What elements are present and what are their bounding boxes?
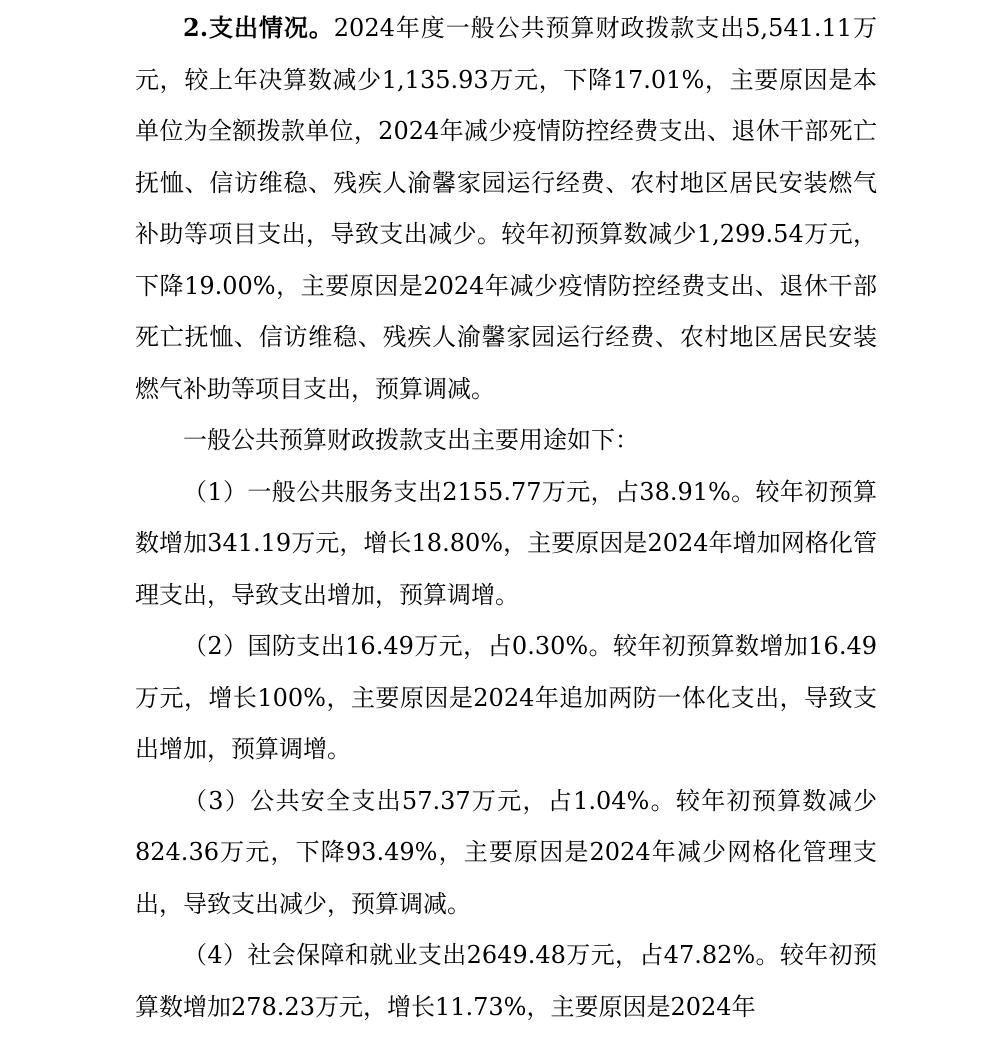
item-social-security-employment: （4）社会保障和就业支出2649.48万元，占47.82%。较年初预算数增加278.23万元，增长11.73%，主要原因是2024年 <box>135 941 877 1021</box>
section-heading: 2.支出情况。 <box>183 13 334 42</box>
expenditure-summary-paragraph <box>135 0 877 415</box>
item-public-security: （3）公共安全支出57.37万元，占1.04%。较年初预算数减少824.36万元，下降93.49%，主要原因是2024年减少网格化管理支出，导致支出减少，预算调减。 <box>135 786 877 918</box>
uses-intro-paragraph: 一般公共预算财政拨款支出主要用途如下： <box>183 426 639 454</box>
section-intro-text: 2024年度一般公共预算财政拨款支出5,541.11万元，较上年决算数减少1,135.93万元，下降17.01%，主要原因是本单位为全额拨款单位，2024年减少疫情防控经费支出、退休干部死亡抚恤、信访维稳、残疾人渝馨家园运行经费、农村地区居民安装燃气补助等项目支出，导致支出减少。较年初预算数减少1,299.54万元，下降19.00%，主要原因是2024年减少疫情防控经费支出、退休干部死亡抚恤、信访维稳、残疾人渝馨家园运行经费、农村地区居民安装燃气补助等项目支出，预算调减。 <box>135 14 877 403</box>
item-general-public-services: （1）一般公共服务支出2155.77万元，占38.91%。较年初预算数增加341.19万元，增长18.80%，主要原因是2024年增加网格化管理支出，导致支出增加，预算调增。 <box>135 477 877 609</box>
item-national-defense: （2）国防支出16.49万元，占0.30%。较年初预算数增加16.49万元，增长100%，主要原因是2024年追加两防一体化支出，导致支出增加，预算调增。 <box>135 632 877 763</box>
document-page <box>135 0 877 1033</box>
